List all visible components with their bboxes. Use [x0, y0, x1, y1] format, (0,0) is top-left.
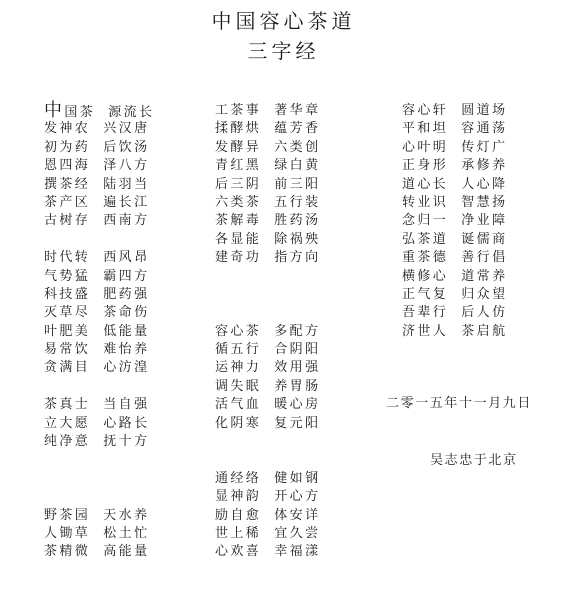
- verse-column-1: [44, 102, 154, 562]
- verse-line: 心欢喜 幸福漾: [215, 544, 321, 560]
- verse-line: 茶精微 高能量: [44, 544, 150, 560]
- verse-line: 平和坦 容通荡: [402, 121, 508, 137]
- verse-line: 重茶德 善行倡: [402, 250, 508, 266]
- verse-line: 茶产区 遍长江: [44, 194, 150, 210]
- date-line: 二零一五年十一月九日: [386, 396, 533, 411]
- verse-line: 循五行 合阴阳: [215, 342, 321, 358]
- verse-line: 励自愈 体安详: [215, 507, 321, 523]
- verse-line: 世上稀 宜久尝: [215, 525, 321, 541]
- page-subtitle: 三字经: [247, 39, 320, 63]
- verse-line: 容心茶 多配方: [215, 323, 321, 339]
- verse-line: [44, 488, 154, 506]
- initial-character: 中: [44, 100, 65, 121]
- verse-line: 叶肥美 低能量: [44, 323, 150, 339]
- verse-line: 横修心 道常养: [402, 268, 508, 284]
- author-line: 吴志忠于北京: [430, 453, 518, 468]
- verse-line: 立大愿 心路长: [44, 415, 150, 431]
- verse-line: 念归一 净业障: [402, 213, 508, 229]
- verse-line: 易常饮 难怡养: [44, 342, 150, 358]
- verse-line: 容心轩 圆道场: [402, 103, 508, 118]
- verse-column-2: [215, 102, 320, 562]
- verse-line: 科技盛 肥药强: [44, 286, 150, 302]
- verse-line: 灭草尽 茶命伤: [44, 305, 150, 321]
- verse-line: 活气血 暖心房: [215, 397, 321, 413]
- verse-line: 人锄草 松土忙: [44, 525, 150, 541]
- verse-line: 工茶事 著华章: [215, 103, 321, 118]
- verse-line: [215, 451, 320, 469]
- verse-line: 建奇功 指方向: [215, 250, 321, 266]
- verse-line: 茶真士 当自强: [44, 397, 150, 413]
- signature-block: [386, 356, 532, 489]
- verse-line: 调失眠 养胃肠: [215, 378, 321, 394]
- verse-line: 恩四海 泽八方: [44, 158, 150, 174]
- verse-column-3: [402, 102, 507, 341]
- verse-line: 通经络 健如钢: [215, 470, 321, 486]
- verse-line: 气势猛 霸四方: [44, 268, 150, 284]
- verse-line: 揉酵烘 蕴芳香: [215, 121, 321, 137]
- verse-line: 化阴寒 复元阳: [215, 415, 321, 431]
- page-title: 中国容心茶道: [211, 9, 356, 33]
- verse-line: [215, 433, 320, 451]
- verse-line: 心叶明 传灯广: [402, 139, 508, 155]
- verse-line: 发神农 兴汉唐: [44, 121, 150, 137]
- verse-line: 撰茶经 陆羽当: [44, 176, 150, 192]
- verse-line: 古树存 西南方: [44, 213, 150, 229]
- verse-line: [44, 231, 154, 249]
- verse-line: 纯净意 抚十方: [44, 434, 150, 450]
- verse-line: 青红黑 绿白黄: [215, 158, 321, 174]
- verse-line: 野茶园 天水养: [44, 507, 150, 523]
- verse-line: 正身形 承修养: [402, 158, 508, 174]
- verse-line: 转业识 智慧扬: [402, 194, 508, 210]
- verse-line: [44, 102, 154, 120]
- verse-line: 贪满目 心汸湟: [44, 360, 150, 376]
- verse-line: 显神韵 开心方: [215, 489, 321, 505]
- verse-line: 弘茶道 诞儒商: [402, 231, 508, 247]
- verse-line: 初为药 后饮汤: [44, 139, 150, 155]
- verse-line: 六类茶 五行装: [215, 194, 321, 210]
- verse-line: [44, 451, 154, 469]
- verse-line: 后三阴 前三阳: [215, 176, 321, 192]
- verse-line-rest: 国茶 源流长: [64, 105, 155, 120]
- verse-line: [215, 286, 320, 304]
- verse-line: [44, 470, 154, 488]
- verse-line: 各显能 除祸殃: [215, 231, 321, 247]
- verse-line: 运神力 效用强: [215, 360, 321, 376]
- verse-line: 时代转 西风昂: [44, 250, 150, 266]
- verse-line: 正气复 归众望: [402, 286, 508, 302]
- verse-line: 吾辈行 后人仿: [402, 305, 508, 321]
- verse-line: 道心长 人心降: [402, 176, 508, 192]
- verse-line: [215, 268, 320, 286]
- verse-line: [44, 378, 154, 396]
- verse-line: 茶解毒 胜药汤: [215, 213, 321, 229]
- verse-line: 发酵异 六类创: [215, 139, 321, 155]
- verse-line: [215, 304, 320, 322]
- verse-line: 济世人 茶启航: [402, 323, 508, 339]
